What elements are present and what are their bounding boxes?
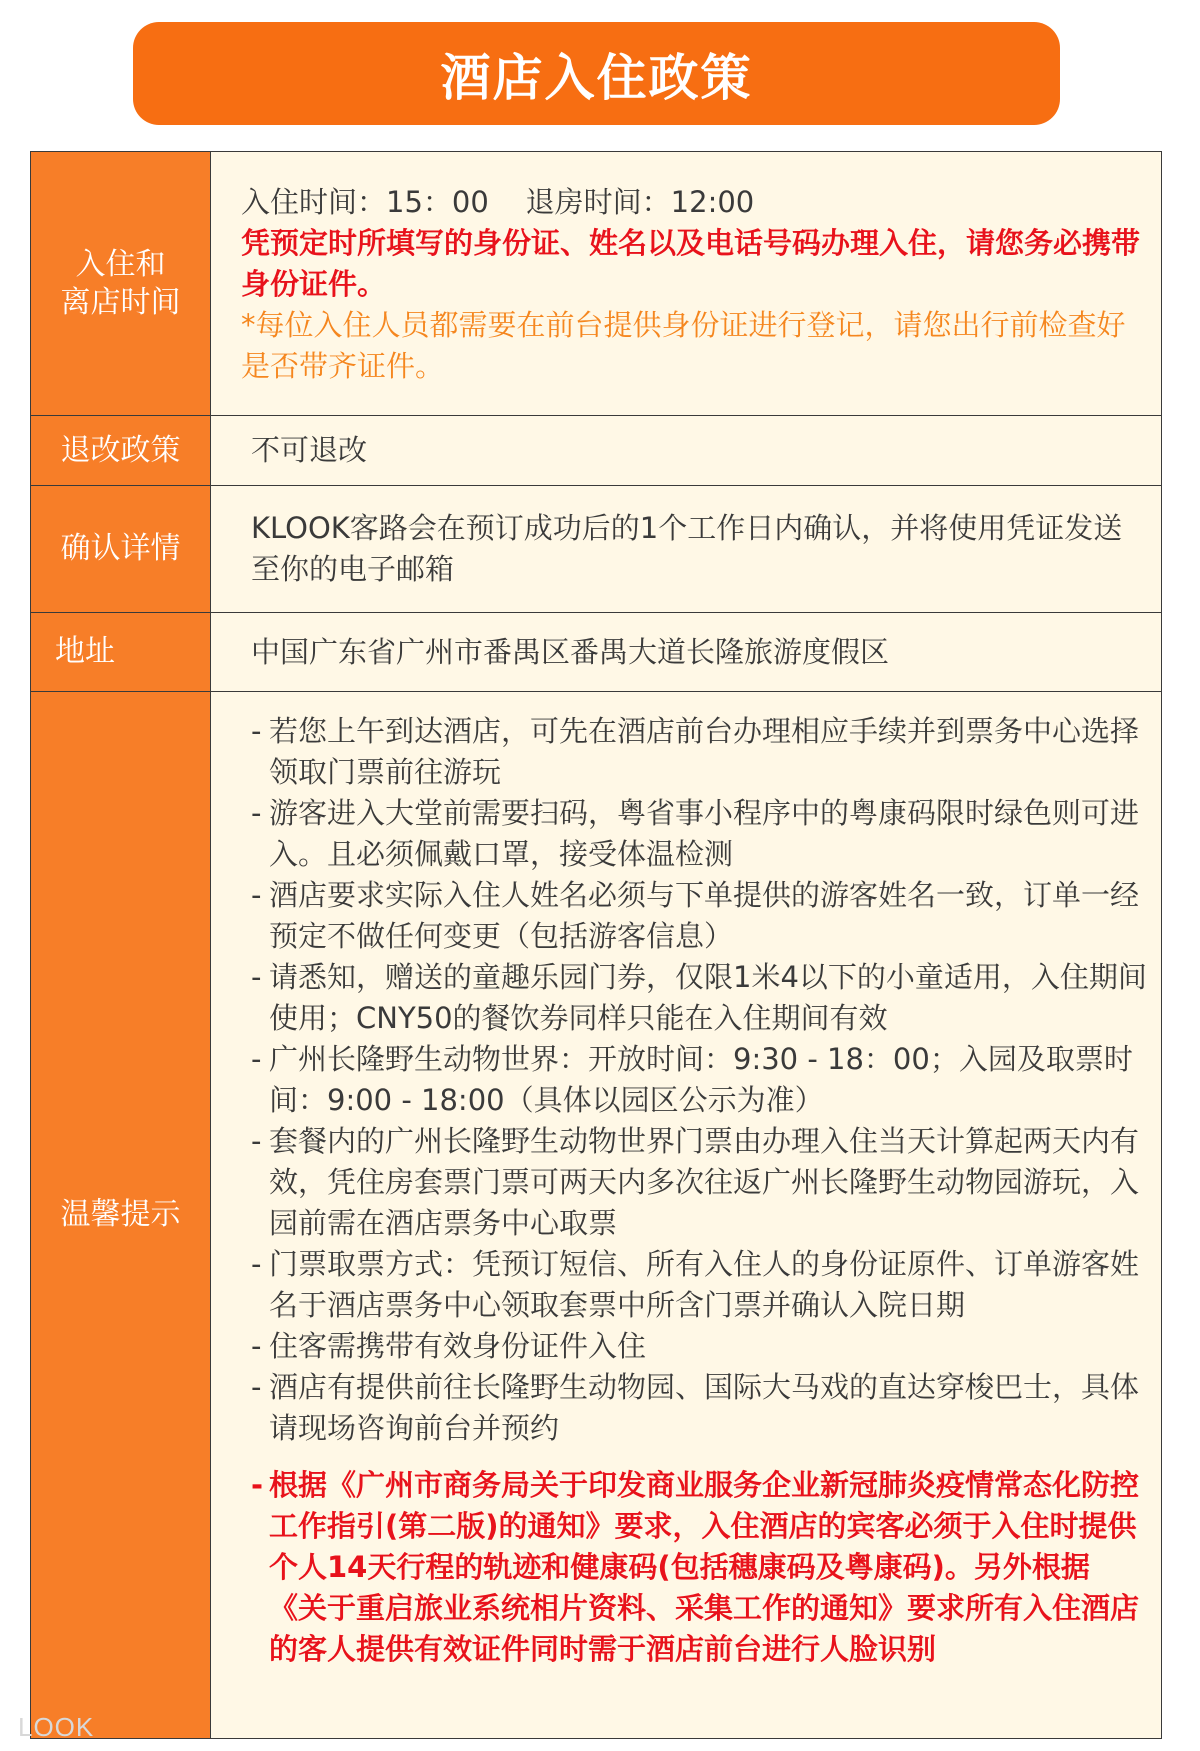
checkin-times: 入住时间：15：00 退房时间：12:00 xyxy=(241,185,755,219)
tip-item: - 广州长隆野生动物世界：开放时间：9:30 - 18：00；入园及取票时间：9:00 - 18:00（具体以园区公示为准） xyxy=(251,1042,1133,1117)
tip-item: - 若您上午到达酒店，可先在酒店前台办理相应手续并到票务中心选择领取门票前往游玩 xyxy=(251,714,1140,789)
tip-item: - 请悉知，赠送的童趣乐园门券，仅限1米4以下的小童适用，入住期间使用；CNY50的餐饮券同样只能在入住期间有效 xyxy=(251,960,1147,1035)
address-value: 中国广东省广州市番禺区番禺大道长隆旅游度假区 xyxy=(211,613,1161,692)
klook-watermark: LOOK xyxy=(18,1712,95,1742)
tip-item: - 住客需携带有效身份证件入住 xyxy=(251,1329,647,1363)
policy-table xyxy=(30,151,1162,1739)
confirm-label: 确认详情 xyxy=(31,486,211,613)
tip-item: - 酒店有提供前往长隆野生动物园、国际大马戏的直达穿梭巴士，具体请现场咨询前台并预约 xyxy=(251,1370,1140,1445)
tip-item: - 套餐内的广州长隆野生动物世界门票由办理入住当天计算起两天内有效，凭住房套票门票可两天内多次往返广州长隆野生动物园游玩，入园前需在酒店票务中心取票 xyxy=(251,1124,1140,1240)
checkin-registration-note: *每位入住人员都需要在前台提供身份证进行登记，请您出行前检查好是否带齐证件。 xyxy=(241,308,1126,383)
checkin-id-requirement: 凭预定时所填写的身份证、姓名以及电话号码办理入住，请您务必携带身份证件。 xyxy=(241,226,1141,301)
tip-item: - 门票取票方式：凭预订短信、所有入住人的身份证原件、订单游客姓名于酒店票务中心领取套票中所含门票并确认入院日期 xyxy=(251,1247,1140,1322)
refund-value: 不可退改 xyxy=(211,416,1161,486)
address-label: 地址 xyxy=(31,613,211,692)
checkin-content xyxy=(211,152,1161,416)
tip-item: - 酒店要求实际入住人姓名必须与下单提供的游客姓名一致，订单一经预定不做任何变更（包括游客信息） xyxy=(251,878,1140,953)
tips-label: 温馨提示 xyxy=(31,692,211,1738)
checkin-label: 入住和 离店时间 xyxy=(31,152,211,416)
page-title: 酒店入住政策 xyxy=(133,22,1060,125)
tip-item-health-code-notice: - 根据《广州市商务局关于印发商业服务企业新冠肺炎疫情常态化防控工作指引(第二版)的通知》要求，入住酒店的宾客必须于入住时提供个人14天行程的轨迹和健康码(包括穗康码及粤康码)。另外根据《关于重启旅业系统相片资料、采集工作的通知》要求所有入住酒店的客人提供有效证件同时需于酒店前台进行人脸识别 xyxy=(251,1468,1140,1666)
tips-list xyxy=(211,692,1161,1738)
tip-item: - 游客进入大堂前需要扫码，粤省事小程序中的粤康码限时绿色则可进入。且必须佩戴口罩，接受体温检测 xyxy=(251,796,1140,871)
refund-label: 退改政策 xyxy=(31,416,211,486)
confirm-value: KLOOK客路会在预订成功后的1个工作日内确认，并将使用凭证发送至你的电子邮箱 xyxy=(211,486,1161,613)
